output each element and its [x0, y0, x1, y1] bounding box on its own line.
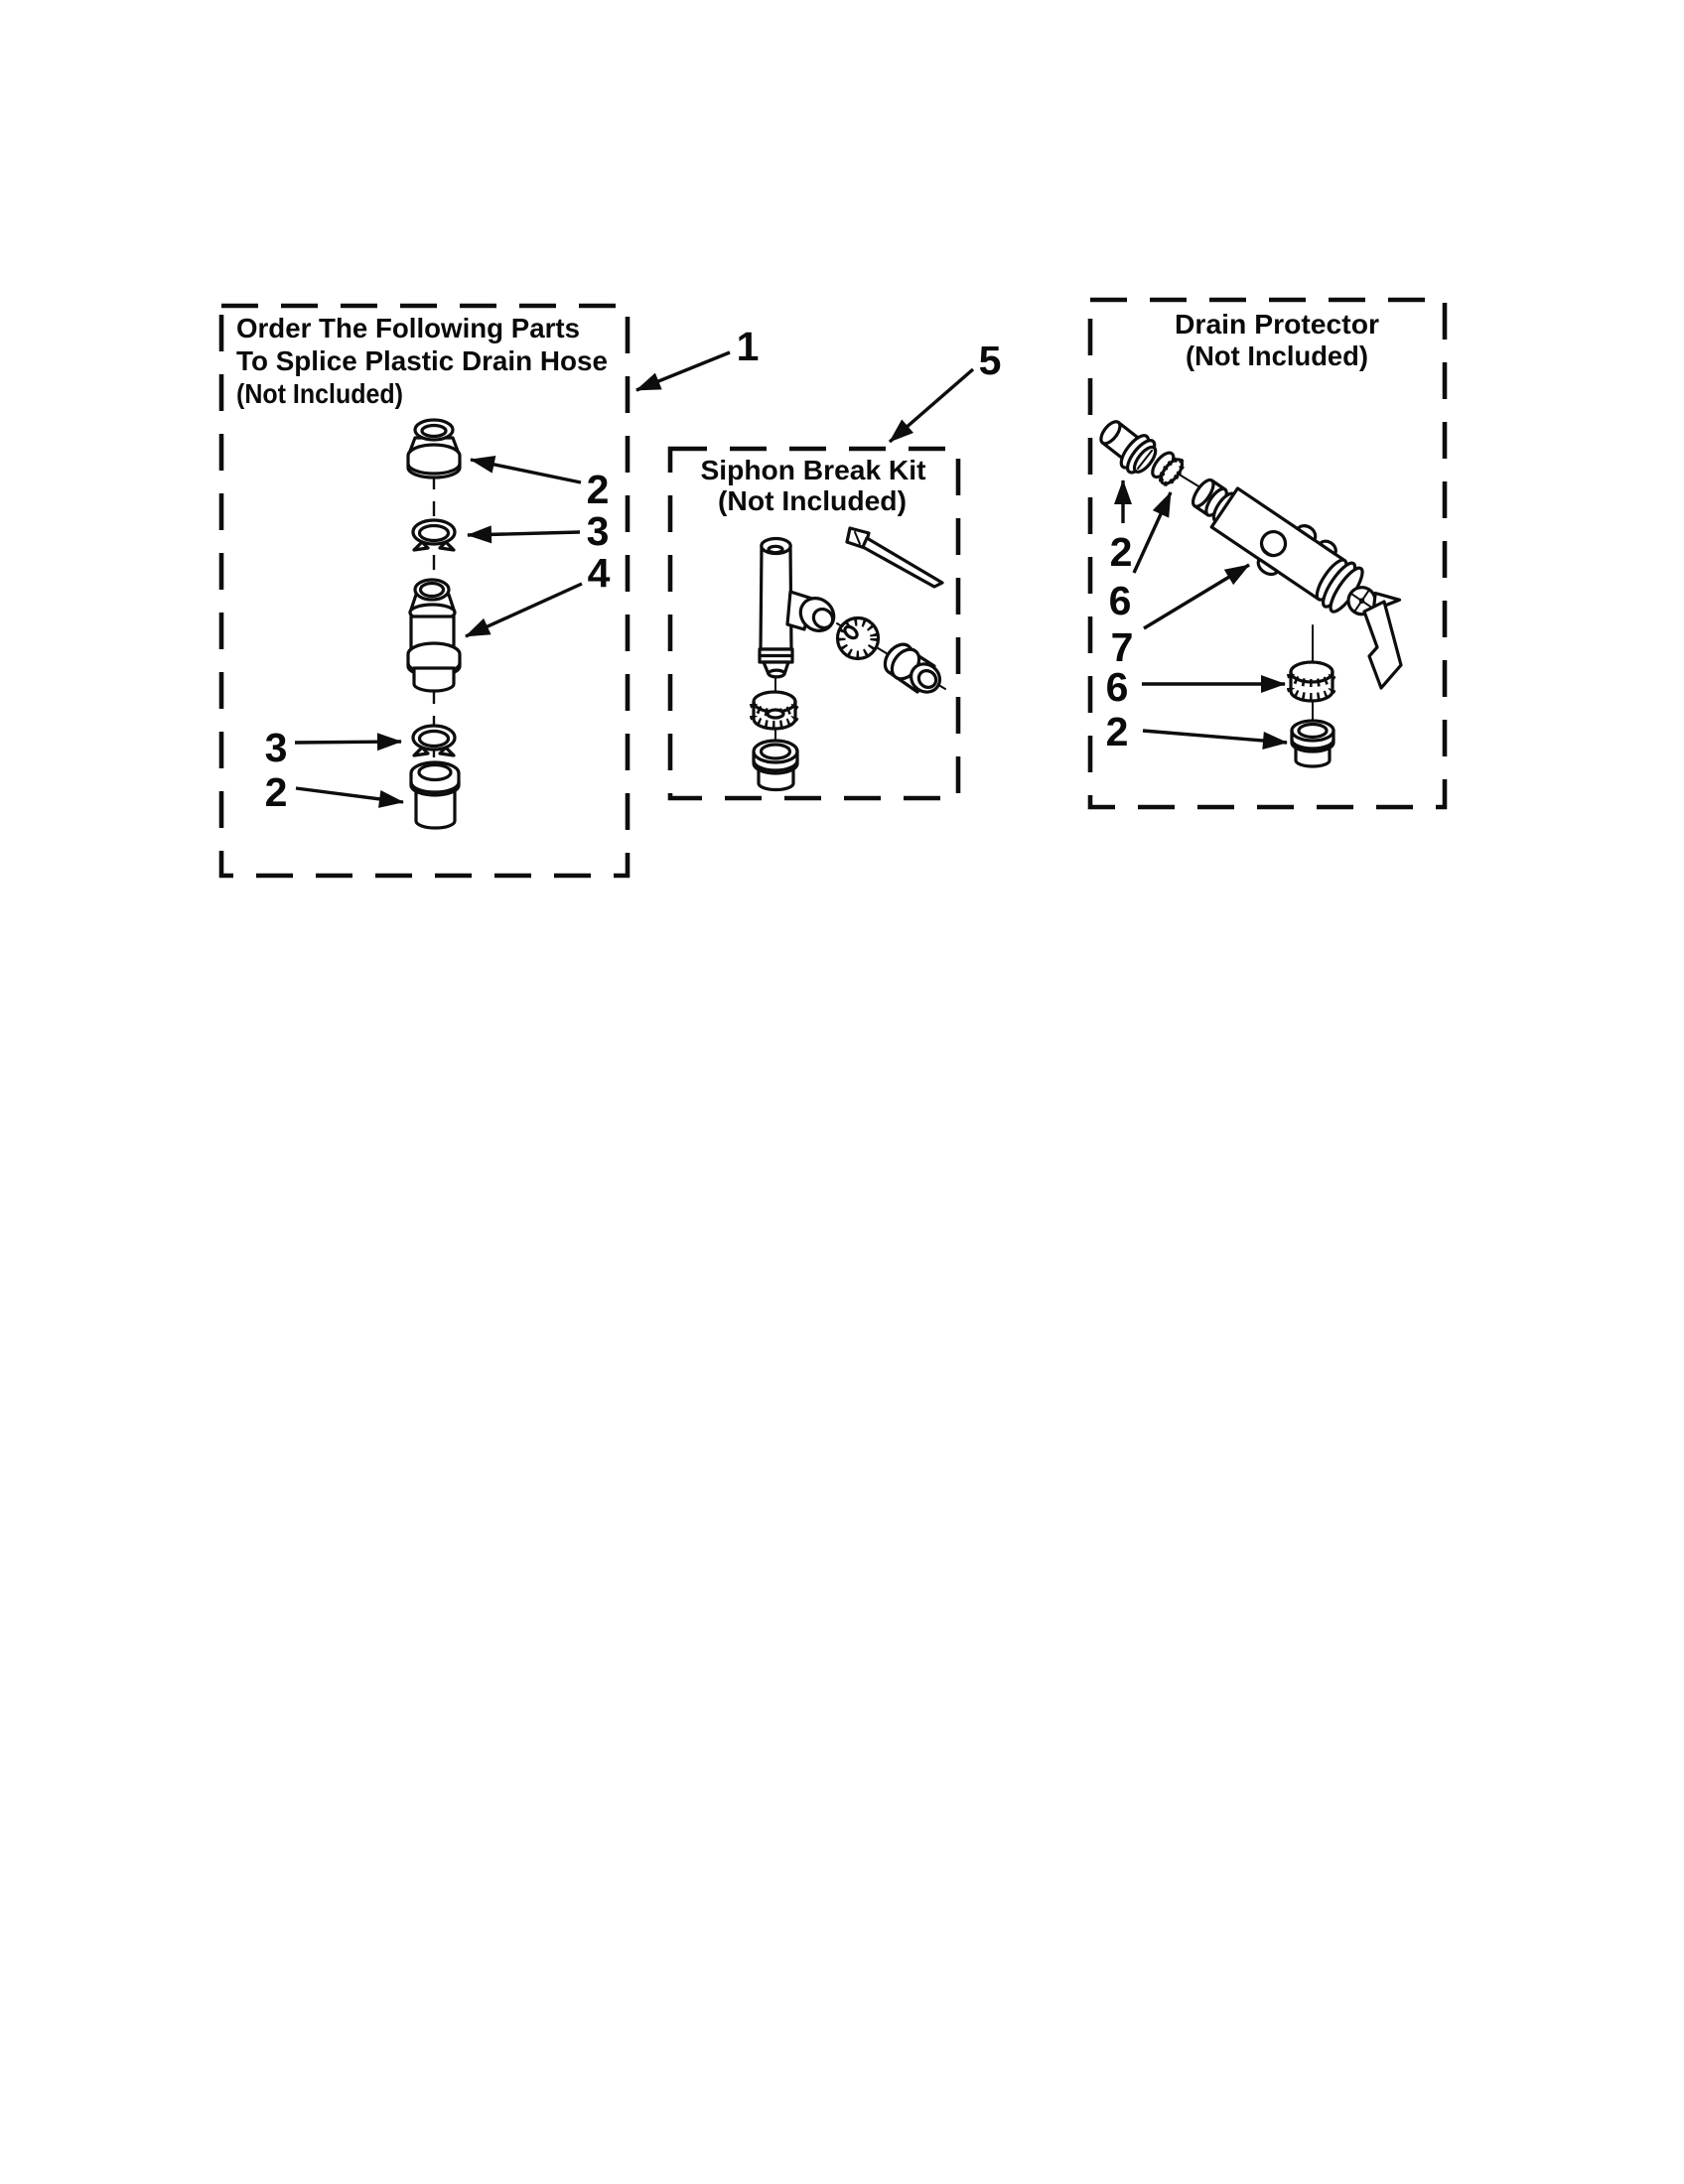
siphon-bottom-cap-drawing: [754, 741, 797, 790]
siphon-cable-tie-drawing: [847, 528, 942, 587]
arrow-1-to-splice-box: [636, 352, 730, 390]
callout-6-drain-nut: 6: [1108, 578, 1132, 623]
siphon-clamp-nut-drawing: [838, 618, 879, 659]
splice-top-clamp-drawing: [413, 520, 455, 550]
siphon-lower-ring-drawing: [754, 692, 795, 729]
callout-2-bottom-coupling: 2: [264, 769, 288, 815]
callout-2-drain-cap-bottom: 2: [1105, 709, 1129, 754]
arrow-6-to-drain-clamp-nut: [1134, 492, 1171, 573]
arrow-2-to-drain-bottom-cap: [1143, 731, 1287, 743]
arrow-5-to-siphon-box: [890, 369, 973, 442]
siphon-box-title-line1: Siphon Break Kit: [700, 455, 926, 485]
arrow-2-to-top-coupling: [471, 460, 581, 482]
drain-box-title-line2: (Not Included): [1186, 341, 1368, 371]
callout-3-top-clamp: 3: [586, 508, 610, 554]
splice-box-title: [236, 313, 608, 409]
drain-bottom-cap-drawing: [1292, 721, 1333, 766]
arrow-4-to-connector: [466, 584, 582, 636]
arrow-3-to-bottom-clamp: [295, 742, 401, 743]
callout-2-top-coupling: 2: [586, 467, 610, 512]
siphon-standpipe-drawing: [760, 539, 840, 677]
callout-2-drain-cap-top: 2: [1109, 529, 1133, 575]
siphon-cup-fitting-drawing: [880, 639, 945, 698]
callout-4-connector: 4: [587, 550, 611, 596]
splice-top-coupling-drawing: [408, 420, 460, 478]
siphon-box-title: [701, 455, 926, 516]
arrow-7-to-drain-tube: [1144, 565, 1249, 628]
arrow-2-to-bottom-coupling: [296, 788, 403, 802]
splice-box-title-line3: (Not Included): [236, 378, 403, 409]
splice-box-title-line1: Order The Following Parts: [236, 313, 580, 343]
splice-bottom-coupling-drawing: [411, 762, 459, 828]
splice-bottom-clamp-drawing: [413, 726, 455, 755]
arrow-3-to-top-clamp: [468, 532, 580, 535]
splice-box-title-line2: To Splice Plastic Drain Hose: [236, 345, 608, 376]
callout-3-bottom-clamp: 3: [264, 725, 288, 770]
drain-box-title-line1: Drain Protector: [1175, 309, 1380, 340]
splice-connector-drawing: [408, 580, 460, 691]
drain-bottom-ring-drawing: [1291, 662, 1333, 701]
callout-6-drain-ring: 6: [1105, 664, 1129, 710]
siphon-box-title-line2: (Not Included): [718, 485, 907, 516]
callout-5: 5: [978, 338, 1002, 383]
callout-7-drain-tube: 7: [1110, 624, 1134, 670]
drain-box-title: [1175, 309, 1379, 371]
callout-1: 1: [736, 324, 760, 369]
drain-lever-drawing: [1364, 602, 1401, 688]
